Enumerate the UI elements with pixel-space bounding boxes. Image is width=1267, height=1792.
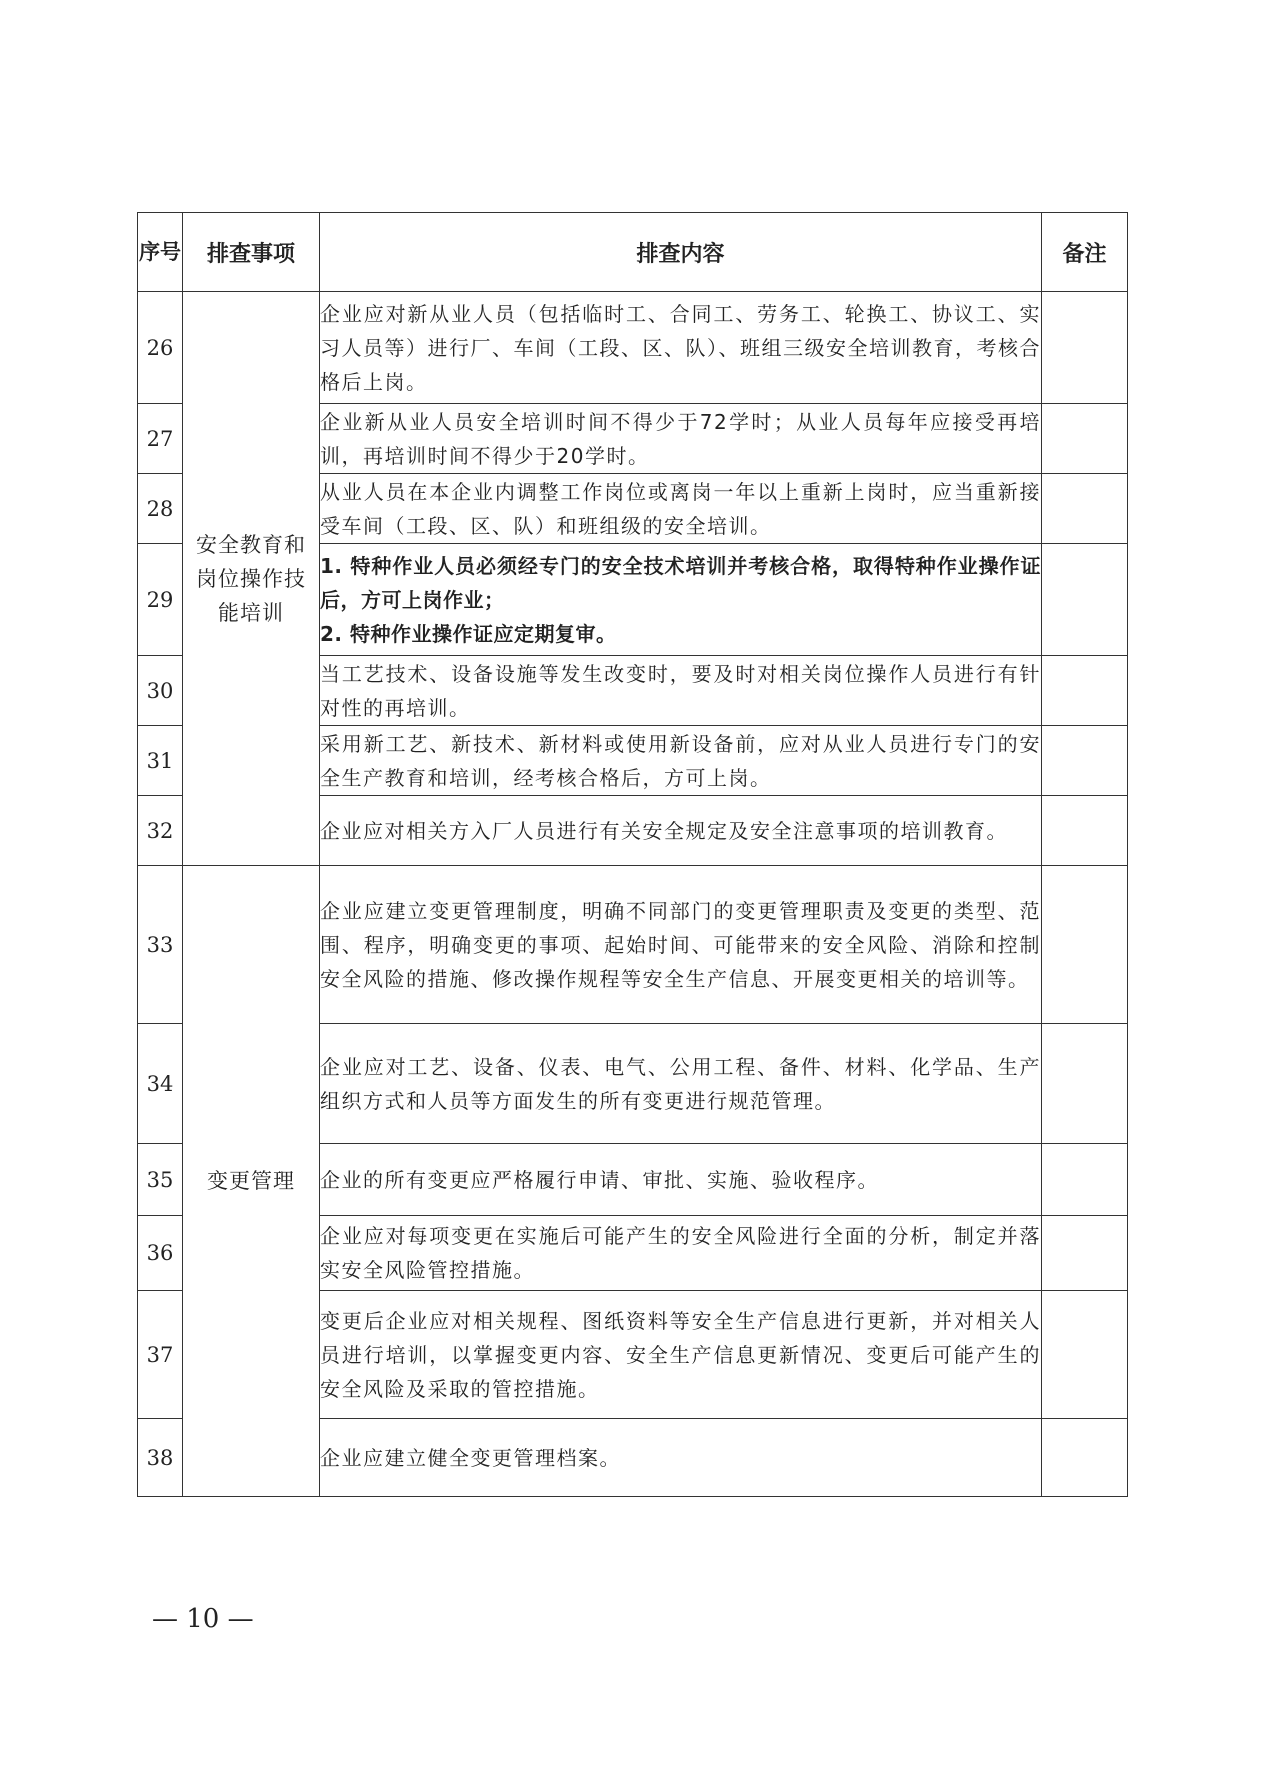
- row-note: [1042, 1419, 1128, 1497]
- group-change: [183, 866, 320, 1497]
- row-content: 从业人员在本企业内调整工作岗位或离岗一年以上重新上岗时，应当重新接受车间（工段、区、队）和班组级的安全培训。: [320, 474, 1042, 544]
- row-content: [320, 544, 1042, 656]
- row-no: 30: [138, 656, 183, 726]
- row-content: 企业应对工艺、设备、仪表、电气、公用工程、备件、材料、化学品、生产组织方式和人员等方面发生的所有变更进行规范管理。: [320, 1024, 1042, 1144]
- row-note: [1042, 1291, 1128, 1419]
- row-note: [1042, 404, 1128, 474]
- row-content: 企业应对新从业人员（包括临时工、合同工、劳务工、轮换工、协议工、实习人员等）进行厂、车间（工段、区、队）、班组三级安全培训教育，考核合格后上岗。: [320, 292, 1042, 404]
- row-note: [1042, 544, 1128, 656]
- content-line: 2. 特种作业操作证应定期复审。: [320, 621, 617, 646]
- table-row: [138, 866, 1128, 1024]
- row-note: [1042, 292, 1128, 404]
- page-number: — 10 —: [152, 1604, 254, 1634]
- header-content: 排查内容: [320, 213, 1042, 292]
- row-note: [1042, 1216, 1128, 1291]
- row-no: 35: [138, 1144, 183, 1216]
- table-row: [138, 292, 1128, 404]
- row-content: 当工艺技术、设备设施等发生改变时，要及时对相关岗位操作人员进行有针对性的再培训。: [320, 656, 1042, 726]
- row-content: 企业新从业人员安全培训时间不得少于72学时；从业人员每年应接受再培训，再培训时间不得少于20学时。: [320, 404, 1042, 474]
- row-note: [1042, 866, 1128, 1024]
- row-no: 29: [138, 544, 183, 656]
- header-no: 序号: [138, 213, 183, 292]
- row-content: 企业的所有变更应严格履行申请、审批、实施、验收程序。: [320, 1144, 1042, 1216]
- content-line: 1. 特种作业人员必须经专门的安全技术培训并考核合格，取得特种作业操作证后，方可上岗作业；: [320, 553, 1041, 612]
- row-note: [1042, 656, 1128, 726]
- row-note: [1042, 1024, 1128, 1144]
- row-no: 34: [138, 1024, 183, 1144]
- row-note: [1042, 726, 1128, 796]
- row-note: [1042, 474, 1128, 544]
- group-label: 变更管理: [207, 1169, 295, 1193]
- row-no: 32: [138, 796, 183, 866]
- row-note: [1042, 1144, 1128, 1216]
- row-content: 企业应对相关方入厂人员进行有关安全规定及安全注意事项的培训教育。: [320, 796, 1042, 866]
- row-no: 33: [138, 866, 183, 1024]
- row-content: 采用新工艺、新技术、新材料或使用新设备前，应对从业人员进行专门的安全生产教育和培训，经考核合格后，方可上岗。: [320, 726, 1042, 796]
- row-content: 变更后企业应对相关规程、图纸资料等安全生产信息进行更新，并对相关人员进行培训，以掌握变更内容、安全生产信息更新情况、变更后可能产生的安全风险及采取的管控措施。: [320, 1291, 1042, 1419]
- row-content: 企业应建立变更管理制度，明确不同部门的变更管理职责及变更的类型、范围、程序，明确变更的事项、起始时间、可能带来的安全风险、消除和控制安全风险的措施、修改操作规程等安全生产信息、开展变更相关的培训等。: [320, 866, 1042, 1024]
- table-header-row: [138, 213, 1128, 292]
- row-no: 26: [138, 292, 183, 404]
- row-no: 28: [138, 474, 183, 544]
- row-note: [1042, 796, 1128, 866]
- group-label: 安全教育和岗位操作技能培训: [196, 532, 306, 625]
- row-content: 企业应建立健全变更管理档案。: [320, 1419, 1042, 1497]
- row-no: 38: [138, 1419, 183, 1497]
- row-no: 36: [138, 1216, 183, 1291]
- header-item: 排查事项: [183, 213, 320, 292]
- row-no: 37: [138, 1291, 183, 1419]
- row-no: 27: [138, 404, 183, 474]
- row-no: 31: [138, 726, 183, 796]
- checklist-table: [137, 212, 1128, 1497]
- header-note: 备注: [1042, 213, 1128, 292]
- row-content: 企业应对每项变更在实施后可能产生的安全风险进行全面的分析，制定并落实安全风险管控措施。: [320, 1216, 1042, 1291]
- group-training: [183, 292, 320, 866]
